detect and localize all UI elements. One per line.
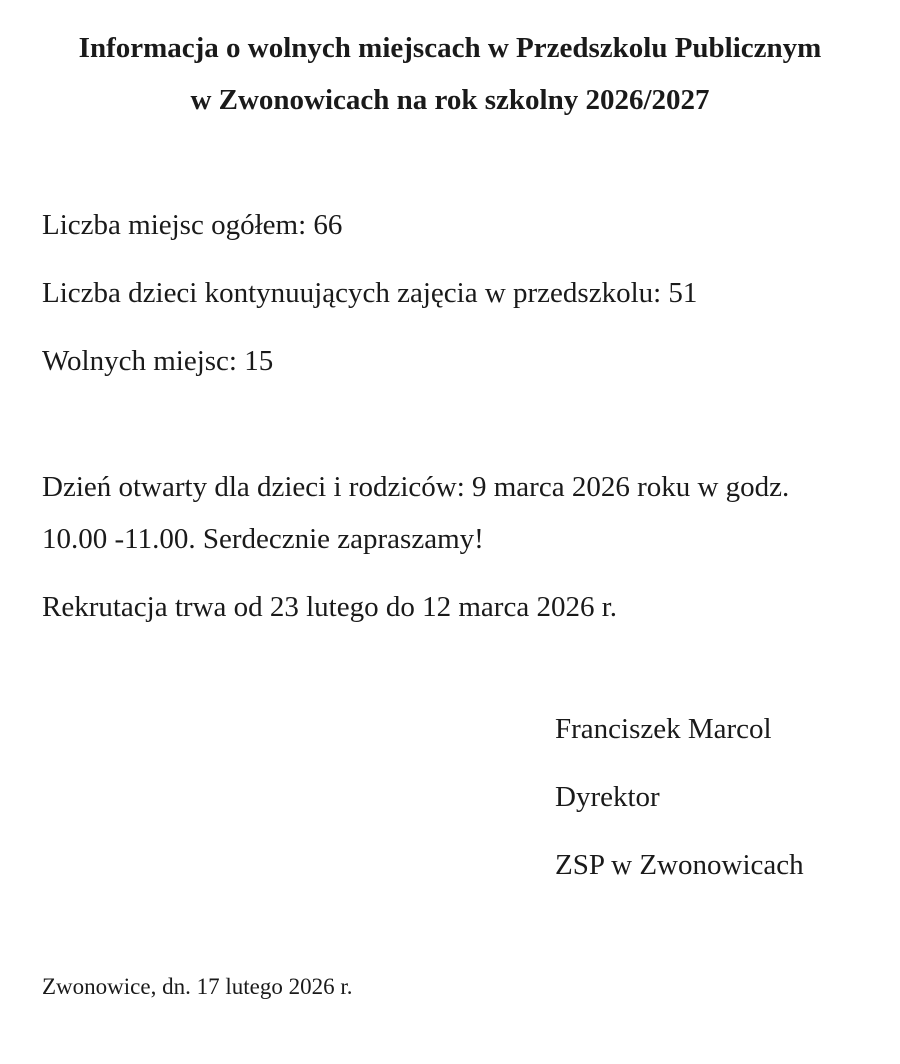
stat-continuing-children: Liczba dzieci kontynuujących zajęcia w przedszkolu: 51 — [42, 277, 698, 309]
signature-block — [42, 703, 858, 891]
signature-role: Dyrektor — [555, 781, 660, 813]
document-title-line-1: Informacja o wolnych miejscach w Przedszkolu Publicznym — [78, 32, 822, 64]
signature-name: Franciszek Marcol — [555, 713, 772, 745]
document-title — [42, 22, 858, 126]
stat-free-places: Wolnych miejsc: 15 — [42, 345, 274, 377]
document-title-line-2: w Zwonowicach na rok szkolny 2026/2027 — [190, 84, 710, 116]
open-day-paragraph: Dzień otwarty dla dzieci i rodziców: 9 marca 2026 roku w godz. 10.00 -11.00. Serdecznie zapraszamy! — [42, 471, 790, 555]
stat-total-places: Liczba miejsc ogółem: 66 — [42, 209, 343, 241]
signature-organization: ZSP w Zwonowicach — [555, 849, 804, 881]
recruitment-period-line: Rekrutacja trwa od 23 lutego do 12 marca 2026 r. — [42, 591, 618, 623]
footer-dateline: Zwonowice, dn. 17 lutego 2026 r. — [42, 974, 353, 999]
